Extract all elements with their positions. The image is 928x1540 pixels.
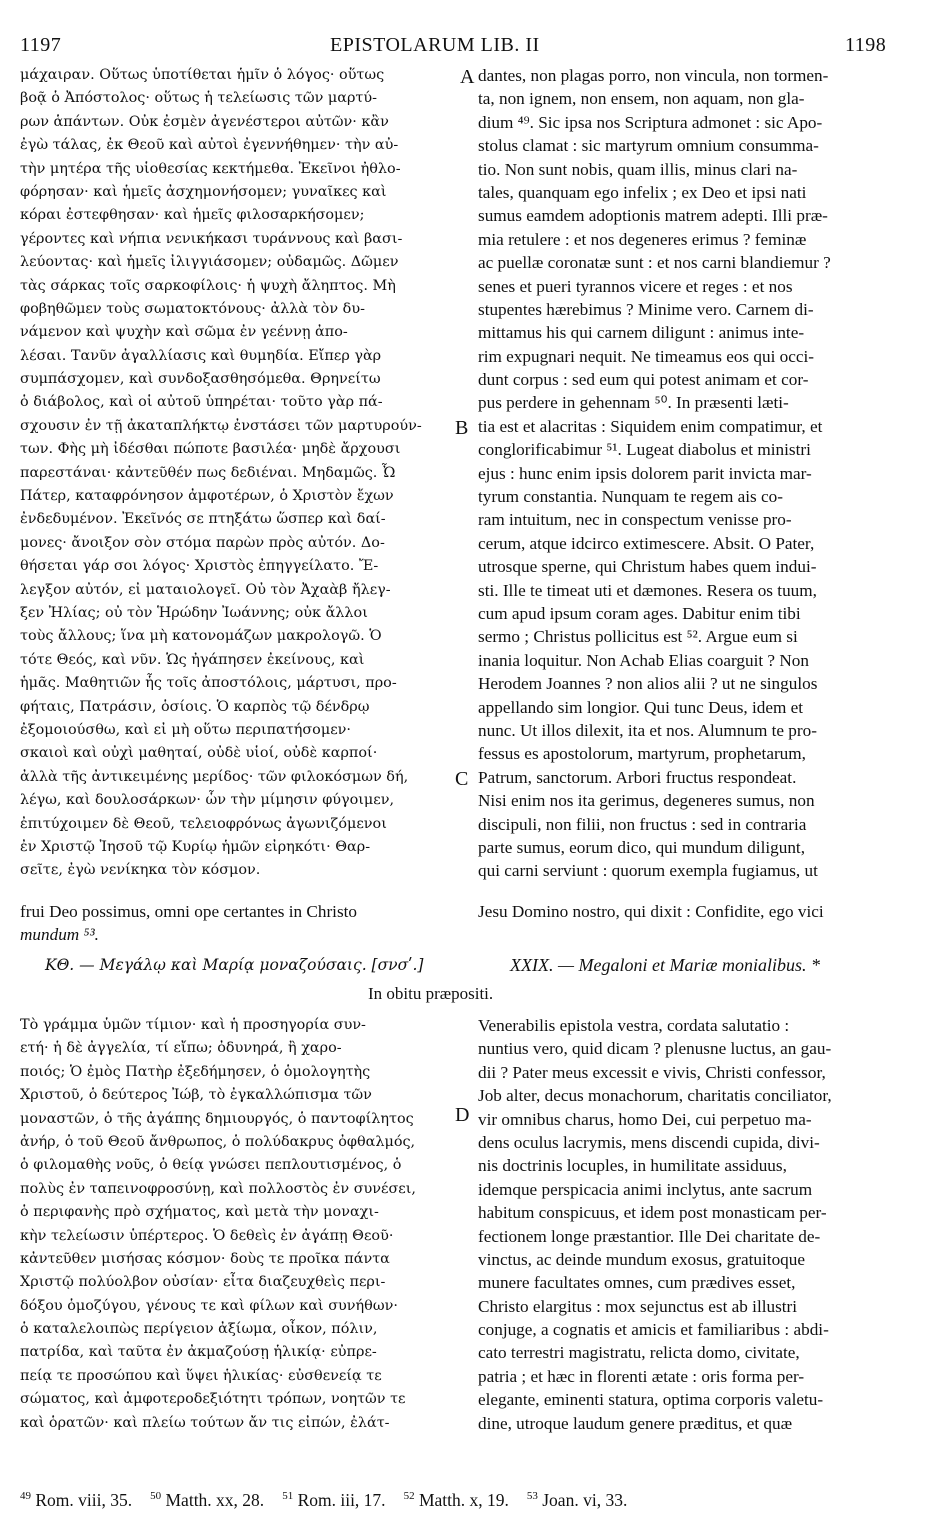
greek-line: ἐξομοιούσθω, καὶ εἰ μὴ οὕτω περιπατήσομεν· xyxy=(20,721,351,738)
latin-line: nunc. Ut illos dilexit, ita et nos. Alumnum te pro- xyxy=(478,720,817,740)
footnote xyxy=(20,1490,132,1511)
greek-line: ἐνδεδυμένον. Ἐκεῖνός σε πτηξάτω ὥσπερ καὶ δαί- xyxy=(20,511,386,528)
greek-line: Χριστοῦ, ὁ δεύτερος Ἰώβ, τὸ ἐγκαλλώπισμα τῶν xyxy=(20,1087,372,1104)
greek-line: κὴν τελείωσιν ὑπέρτερος. Ὁ δεθεὶς ἐν ἀγάπῃ Θεοῦ· xyxy=(20,1227,394,1244)
latin-line: nuntius vero, quid dicam ? plenusne luctus, an gau- xyxy=(478,1039,832,1059)
letter-subheading: In obitu præpositi. xyxy=(368,984,494,1003)
greek-line: καὶ ὁρατῶν· καὶ πλείω τούτων ἄν τις εἰπών, ἐλάτ- xyxy=(20,1414,390,1431)
greek-line: κἀντεῦθεν μισήσας κόσμον· δοὺς τε προῖκα πάντα xyxy=(20,1250,390,1267)
latin-line: Nisi enim nos ita gerimus, degeneres sumus, non xyxy=(478,791,815,811)
latin-line: conjuge, a cognatis et amicis et familiaribus : abdi- xyxy=(478,1320,829,1340)
footnotes xyxy=(20,1490,920,1511)
greek-line: ἐπιτύχοιμεν δὲ Θεοῦ, τελειοφρόνως ἀγωνιζόμενοι xyxy=(20,815,387,832)
greek-line: σκαιοὶ καὶ οὐχὶ μαθηταί, οὐδὲ υἱοί, οὐδὲ καρποί· xyxy=(20,745,378,762)
latin-line: sumus eamdem adoptionis matrem adepti. Illi præ- xyxy=(478,206,828,226)
latin-line: stolus clamat : sic martyrum omnium consumma- xyxy=(478,136,819,156)
latin-line: Herodem Joannes ? non alios alii ? ut ne singulos xyxy=(478,674,818,694)
latin-line: patria ; et hæc in florenti ætate : oris forma per- xyxy=(478,1366,805,1386)
bridge-line: mundum ⁵³. xyxy=(20,925,99,945)
greek-line: φόρησαν· καὶ ἡμεῖς ἀσχημονήσομεν; γυναῖκες καὶ xyxy=(20,183,387,200)
greek-line: βοᾷ ὁ Ἀπόστολος· οὕτως ἡ τελείωσις τῶν μαρτύ- xyxy=(20,90,377,107)
greek-line: φήταις, Πατράσιν, ὁσίοις. Ὁ καρπὸς τῷ δένδρῳ xyxy=(20,698,370,715)
greek-line: Τὸ γράμμα ὑμῶν τίμιον· καὶ ἡ προσηγορία συν- xyxy=(20,1017,366,1033)
latin-line: fectionem longe præstantior. Ille Dei charitate de- xyxy=(478,1226,821,1246)
margin-marker-b: B xyxy=(455,417,469,439)
greek-line: τὰς σάρκας τοῖς σαρκοφίλοις· ἡ ψυχὴ ἄληπτος. Μὴ xyxy=(20,277,396,294)
footnote-number: 52 xyxy=(403,1490,415,1503)
letter-heading-greek: ΚΘ. — Μεγάλῳ καὶ Μαρίᾳ μοναζούσαις. [σνσʹ.] xyxy=(45,956,424,974)
latin-column-bottom xyxy=(478,1014,918,1435)
margin-marker-d: D xyxy=(455,1104,470,1126)
greek-line: παρεστάναι· κἀντεῦθέν πως δεδιέναι. Μηδαμῶς. Ὦ xyxy=(20,464,396,481)
bridge-right xyxy=(478,900,918,923)
footnote xyxy=(150,1490,264,1511)
greek-line: μάχαιραν. Οὕτως ὑποτίθεται ἡμῖν ὁ λόγος· οὕτως xyxy=(20,67,385,83)
greek-line: συμπάσχομεν, καὶ συνδοξασθησόμεθα. Θρηνείτω xyxy=(20,371,381,388)
greek-line: τότε Θεός, καὶ νῦν. Ὡς ἠγάπησεν ἐκείνους, καὶ xyxy=(20,651,365,668)
latin-line: tales, quanquam ego infelix ; ex Deo et ipsi nati xyxy=(478,182,807,202)
greek-line: γέροντες καὶ νήπια νενικήκασι τυράννους καὶ βασι- xyxy=(20,230,403,247)
latin-line: ac puellæ coronatæ sunt : et nos carni blandiemur ? xyxy=(478,253,831,273)
latin-line: rim expugnari nequit. Ne timeamus eos qui occi- xyxy=(478,346,815,366)
greek-line: πατρίδα, καὶ ταῦτα ἐν ἀκμαζούσῃ ἡλικίᾳ· εὐπρε- xyxy=(20,1344,377,1361)
greek-line: ἐγὼ τάλας, ἐκ Θεοῦ καὶ αὐτοὶ ἐγεννήθημεν· τὴν αὐ- xyxy=(20,137,399,154)
latin-line: nis doctrinis locuples, in humilitate assiduus, xyxy=(478,1156,787,1176)
latin-line: cum apud ipsum coram ages. Dabitur enim tibi xyxy=(478,603,801,623)
greek-line: ὁ φιλομαθὴς νοῦς, ὁ θείᾳ γνώσει πεπλουτισμένος, ὁ xyxy=(20,1157,402,1174)
greek-line: λεύοντας· καὶ ἡμεῖς ἰλιγγιάσομεν; οὐδαμῶς. Δῶμεν xyxy=(20,254,399,271)
footnote-reference: Rom. iii, 17. xyxy=(297,1490,386,1510)
greek-line: τοὺς ἄλλους; ἵνα μὴ κατονομάζων μακρολογῶ. Ὁ xyxy=(20,628,382,645)
footnote-number: 53 xyxy=(526,1490,538,1503)
latin-line: sermo ; Christus pollicitus est ⁵². Argue eum si xyxy=(478,627,798,647)
bridge-line: Jesu Domino nostro, qui dixit : Confidite, ego vici xyxy=(478,902,824,921)
latin-line: ta, non ignem, non ensem, non aquam, non gla- xyxy=(478,89,805,109)
latin-line: habitum conspicuus, et idem post monasticam per- xyxy=(478,1203,827,1223)
footnote xyxy=(404,1490,509,1511)
latin-line: idemque perspicacia animi inclytus, ante sacrum xyxy=(478,1179,813,1199)
latin-line: cerum, atque idcirco extimescere. Absit. O Pater, xyxy=(478,533,815,553)
latin-line: tio. Non sunt nobis, quam illis, minus clari na- xyxy=(478,159,798,179)
latin-line: ram intuitum, nec in conspectum venisse pro- xyxy=(478,510,792,530)
letter-heading-latin: XXIX. — Megaloni et Mariæ monialibus. * xyxy=(510,955,820,975)
greek-line: κόραι ἐστεφθησαν· καὶ ἡμεῖς φιλοσαρκήσομεν; xyxy=(20,207,365,224)
latin-line: dium ⁴⁹. Sic ipsa nos Scriptura admonet : sic Apo- xyxy=(478,112,823,132)
greek-line: ἡμᾶς. Μαθητιῶν ἧς τοῖς ἀποστόλοις, μάρτυσι, προ- xyxy=(20,675,397,692)
greek-line: ετή· ἡ δὲ ἀγγελία, τί εἴπω; ὀδυνηρά, ἢ χαρο- xyxy=(20,1040,342,1057)
latin-line: parte sumus, eorum dico, qui mundum diligunt, xyxy=(478,837,806,857)
greek-line: λέσαι. Τανῦν ἀγαλλίασις καὶ θυμηδία. Εἴπερ γὰρ xyxy=(20,347,382,364)
latin-line: stupentes hærebimus ? Minime vero. Carnem di- xyxy=(478,299,814,319)
running-title: EPISTOLARUM LIB. II xyxy=(330,34,540,56)
latin-line: senes et pueri tyrannos vicere et reges : et nos xyxy=(478,276,793,296)
latin-line: dine, utroque laudum genere præditus, et quæ xyxy=(478,1413,793,1433)
latin-line: tia est et alacritas : Siquidem enim compatimur, et xyxy=(478,416,823,436)
greek-line: σχουσιν ἐν τῇ ἀκαταπλήκτῳ ἐνστάσει τῶν μαρτυρούν- xyxy=(20,417,422,434)
greek-line: ποιός; Ὁ ἐμὸς Πατὴρ ἐξεδήμησεν, ὁ ὁμολογητὴς xyxy=(20,1063,371,1080)
greek-line: λεγξον αὐτόν, εἰ ματαιολογεῖ. Οὐ τὸν Ἀχαὰβ ἤλεγ- xyxy=(20,581,391,598)
footnote-reference: Rom. viii, 35. xyxy=(35,1490,133,1510)
greek-line: ἀλλὰ τῆς ἀντικειμένης μερίδος· τῶν φιλοκόσμων δή, xyxy=(20,768,409,785)
greek-line: θήσεται γάρ σοι λόγος· Χριστὸς ἐπηγγείλατο. Ἔ- xyxy=(20,558,379,575)
footnote-reference: Matth. xx, 28. xyxy=(165,1490,265,1510)
greek-line: ὁ περιφανὴς πρὸ σχήματος, καὶ μετὰ τὴν μοναχι- xyxy=(20,1204,379,1221)
greek-line: ὁ καταλελοιπὼς περίγειον ἀξίωμα, οἶκον, πόλιν, xyxy=(20,1321,378,1338)
footnote-number: 50 xyxy=(150,1490,162,1503)
footnote-number: 49 xyxy=(20,1490,31,1503)
margin-marker-a: A xyxy=(460,66,475,88)
latin-line: appellando sim longior. Qui tunc Deus, idem et xyxy=(478,697,804,717)
latin-line: conglorificabimur ⁵¹. Lugeat diabolus et ministri xyxy=(478,440,811,460)
latin-line: mittamus his qui carnem diligunt : animus inte- xyxy=(478,323,805,343)
footnote-number: 51 xyxy=(282,1490,294,1503)
footnote-reference: Matth. x, 19. xyxy=(418,1490,509,1510)
footnote-reference: Joan. vi, 33. xyxy=(542,1490,628,1510)
latin-line: dunt corpus : sed eum qui potest animam et cor- xyxy=(478,370,809,390)
greek-column-bottom xyxy=(20,1014,460,1435)
greek-line: σεῖτε, ἐγὼ νενίκηκα τὸν κόσμον. xyxy=(20,862,261,879)
greek-line: ἐν Χριστῷ Ἰησοῦ τῷ Κυρίῳ ἡμῶν εἰρηκότι· Θαρ- xyxy=(20,838,371,855)
latin-line: discipuli, non filii, non fructus : sed in contraria xyxy=(478,814,807,834)
greek-line: Χριστῷ πολύολβον οὐσίαν· εἶτα διαζευχθεὶς περι- xyxy=(20,1274,386,1291)
latin-line: vinctus, ac deinde mundum exosus, gratuitoque xyxy=(478,1249,805,1269)
greek-line: δόξου ὁμοζύγου, γένους τε καὶ φίλων καὶ συνήθων· xyxy=(20,1297,398,1314)
greek-line: μονες· ἄνοιξον σὸν στόμα παρὼν πρὸς αὐτόν. Δο- xyxy=(20,534,385,551)
latin-line: tyrum constantia. Nunquam te regem ais co- xyxy=(478,487,783,507)
latin-line: vir omnibus charus, homo Dei, cui perpetuo ma- xyxy=(478,1109,812,1129)
latin-line: dens oculus lacrymis, mens discendi cupida, divi- xyxy=(478,1132,820,1152)
bridge-left xyxy=(20,900,460,947)
greek-line: των. Φὴς μὴ ἰδέσθαι πώποτε βασιλέα· μηδὲ ἄρχουσι xyxy=(20,441,401,458)
greek-line: Πάτερ, καταφρόνησον ἀμφοτέρων, ὁ Χριστὸν ἔχων xyxy=(20,488,394,505)
latin-line: fessus es apostolorum, martyrum, prophetarum, xyxy=(478,744,806,764)
latin-line: dii ? Pater meus excessit e vivis, Christi confessor, xyxy=(478,1062,826,1082)
latin-line: utrosque sperne, qui Christum habes quem indui- xyxy=(478,557,817,577)
footnote xyxy=(282,1490,385,1511)
latin-line: sti. Ille te timeat uti et dæmones. Resera os tuum, xyxy=(478,580,817,600)
greek-line: μοναστῶν, ὁ τῆς ἀγάπης δημιουργός, ὁ παντοφίλητος xyxy=(20,1110,414,1127)
latin-line: Christo elargitus : mox sejunctus est ab illustri xyxy=(478,1296,798,1316)
latin-line: elegante, eminenti statura, optima corporis valetu- xyxy=(478,1390,824,1410)
latin-column-top xyxy=(478,64,918,883)
latin-line: pus perdere in gehennam ⁵⁰. In præsenti læti- xyxy=(478,393,789,413)
greek-line: πολὺς ἐν ταπεινοφροσύνῃ, καὶ πολλοστὸς ἐν συνέσει, xyxy=(20,1180,416,1197)
latin-line: munere facultates omnes, cum prædives esset, xyxy=(478,1273,796,1293)
greek-line: ὁ διάβολος, καὶ οἱ αὐτοῦ ὑπηρέται· τοῦτο γὰρ πά- xyxy=(20,394,383,411)
bridge-line: frui Deo possimus, omni ope certantes in Christo xyxy=(20,902,358,921)
latin-line: ejus : hunc enim ipsis dolorem parit invicta mar- xyxy=(478,463,812,483)
latin-line: dantes, non plagas porro, non vincula, non tormen- xyxy=(478,66,829,85)
greek-line: ἀνήρ, ὁ τοῦ Θεοῦ ἄνθρωπος, ὁ πολύδακρυς ὀφθαλμός, xyxy=(20,1133,416,1150)
greek-line: ρων ἁπάντων. Οὐκ ἐσμὲν ἀγενέστεροι αὐτῶν· κἂν xyxy=(20,113,389,130)
greek-line: τὴν μητέρα τῆς υἱοθεσίας κεκτήμεθα. Ἐκεῖνοι ἠθλο- xyxy=(20,160,401,177)
greek-line: νάμενον καὶ ψυχὴν καὶ σῶμα ἐν γεέννῃ ἀπο- xyxy=(20,324,348,341)
latin-line: Job alter, decus monachorum, charitatis conciliator, xyxy=(478,1086,832,1106)
latin-line: Venerabilis epistola vestra, cordata salutatio : xyxy=(478,1016,790,1035)
greek-line: ξεν Ἠλίας; οὐ τὸν Ἡρώδην Ἰωάννης; οὐκ ἄλλοι xyxy=(20,604,368,621)
latin-line: Patrum, sanctorum. Arbori fructus respondeat. xyxy=(478,767,797,787)
latin-line: qui carni serviunt : quorum exempla fugiamus, ut xyxy=(478,861,818,881)
margin-marker-c: C xyxy=(455,768,469,790)
greek-line: λέγω, καὶ δουλοσάρκων· ὧν τὴν μίμησιν φύγοιμεν, xyxy=(20,792,395,809)
greek-line: πείᾳ τε προσώπου καὶ ὕψει ἡλικίας· εὐσθενείᾳ τε xyxy=(20,1367,382,1384)
latin-line: cato terrestri magistratu, relicta domo, civitate, xyxy=(478,1343,800,1363)
left-page-number: 1197 xyxy=(20,34,62,56)
footnote xyxy=(527,1490,627,1511)
greek-line: φοβηθῶμεν τοὺς σωματοκτόνους· ἀλλὰ τὸν δυ- xyxy=(20,300,365,317)
greek-column-top xyxy=(20,64,460,883)
greek-line: σώματος, καὶ ἀμφοτεροδεξιότητι τρόπων, νοητῶν τε xyxy=(20,1391,406,1408)
latin-line: inania loquitur. Non Achab Elias coarguit ? Non xyxy=(478,650,809,670)
latin-line: mia retulere : et nos degeneres erimus ? feminæ xyxy=(478,229,807,249)
right-page-number: 1198 xyxy=(845,34,887,56)
